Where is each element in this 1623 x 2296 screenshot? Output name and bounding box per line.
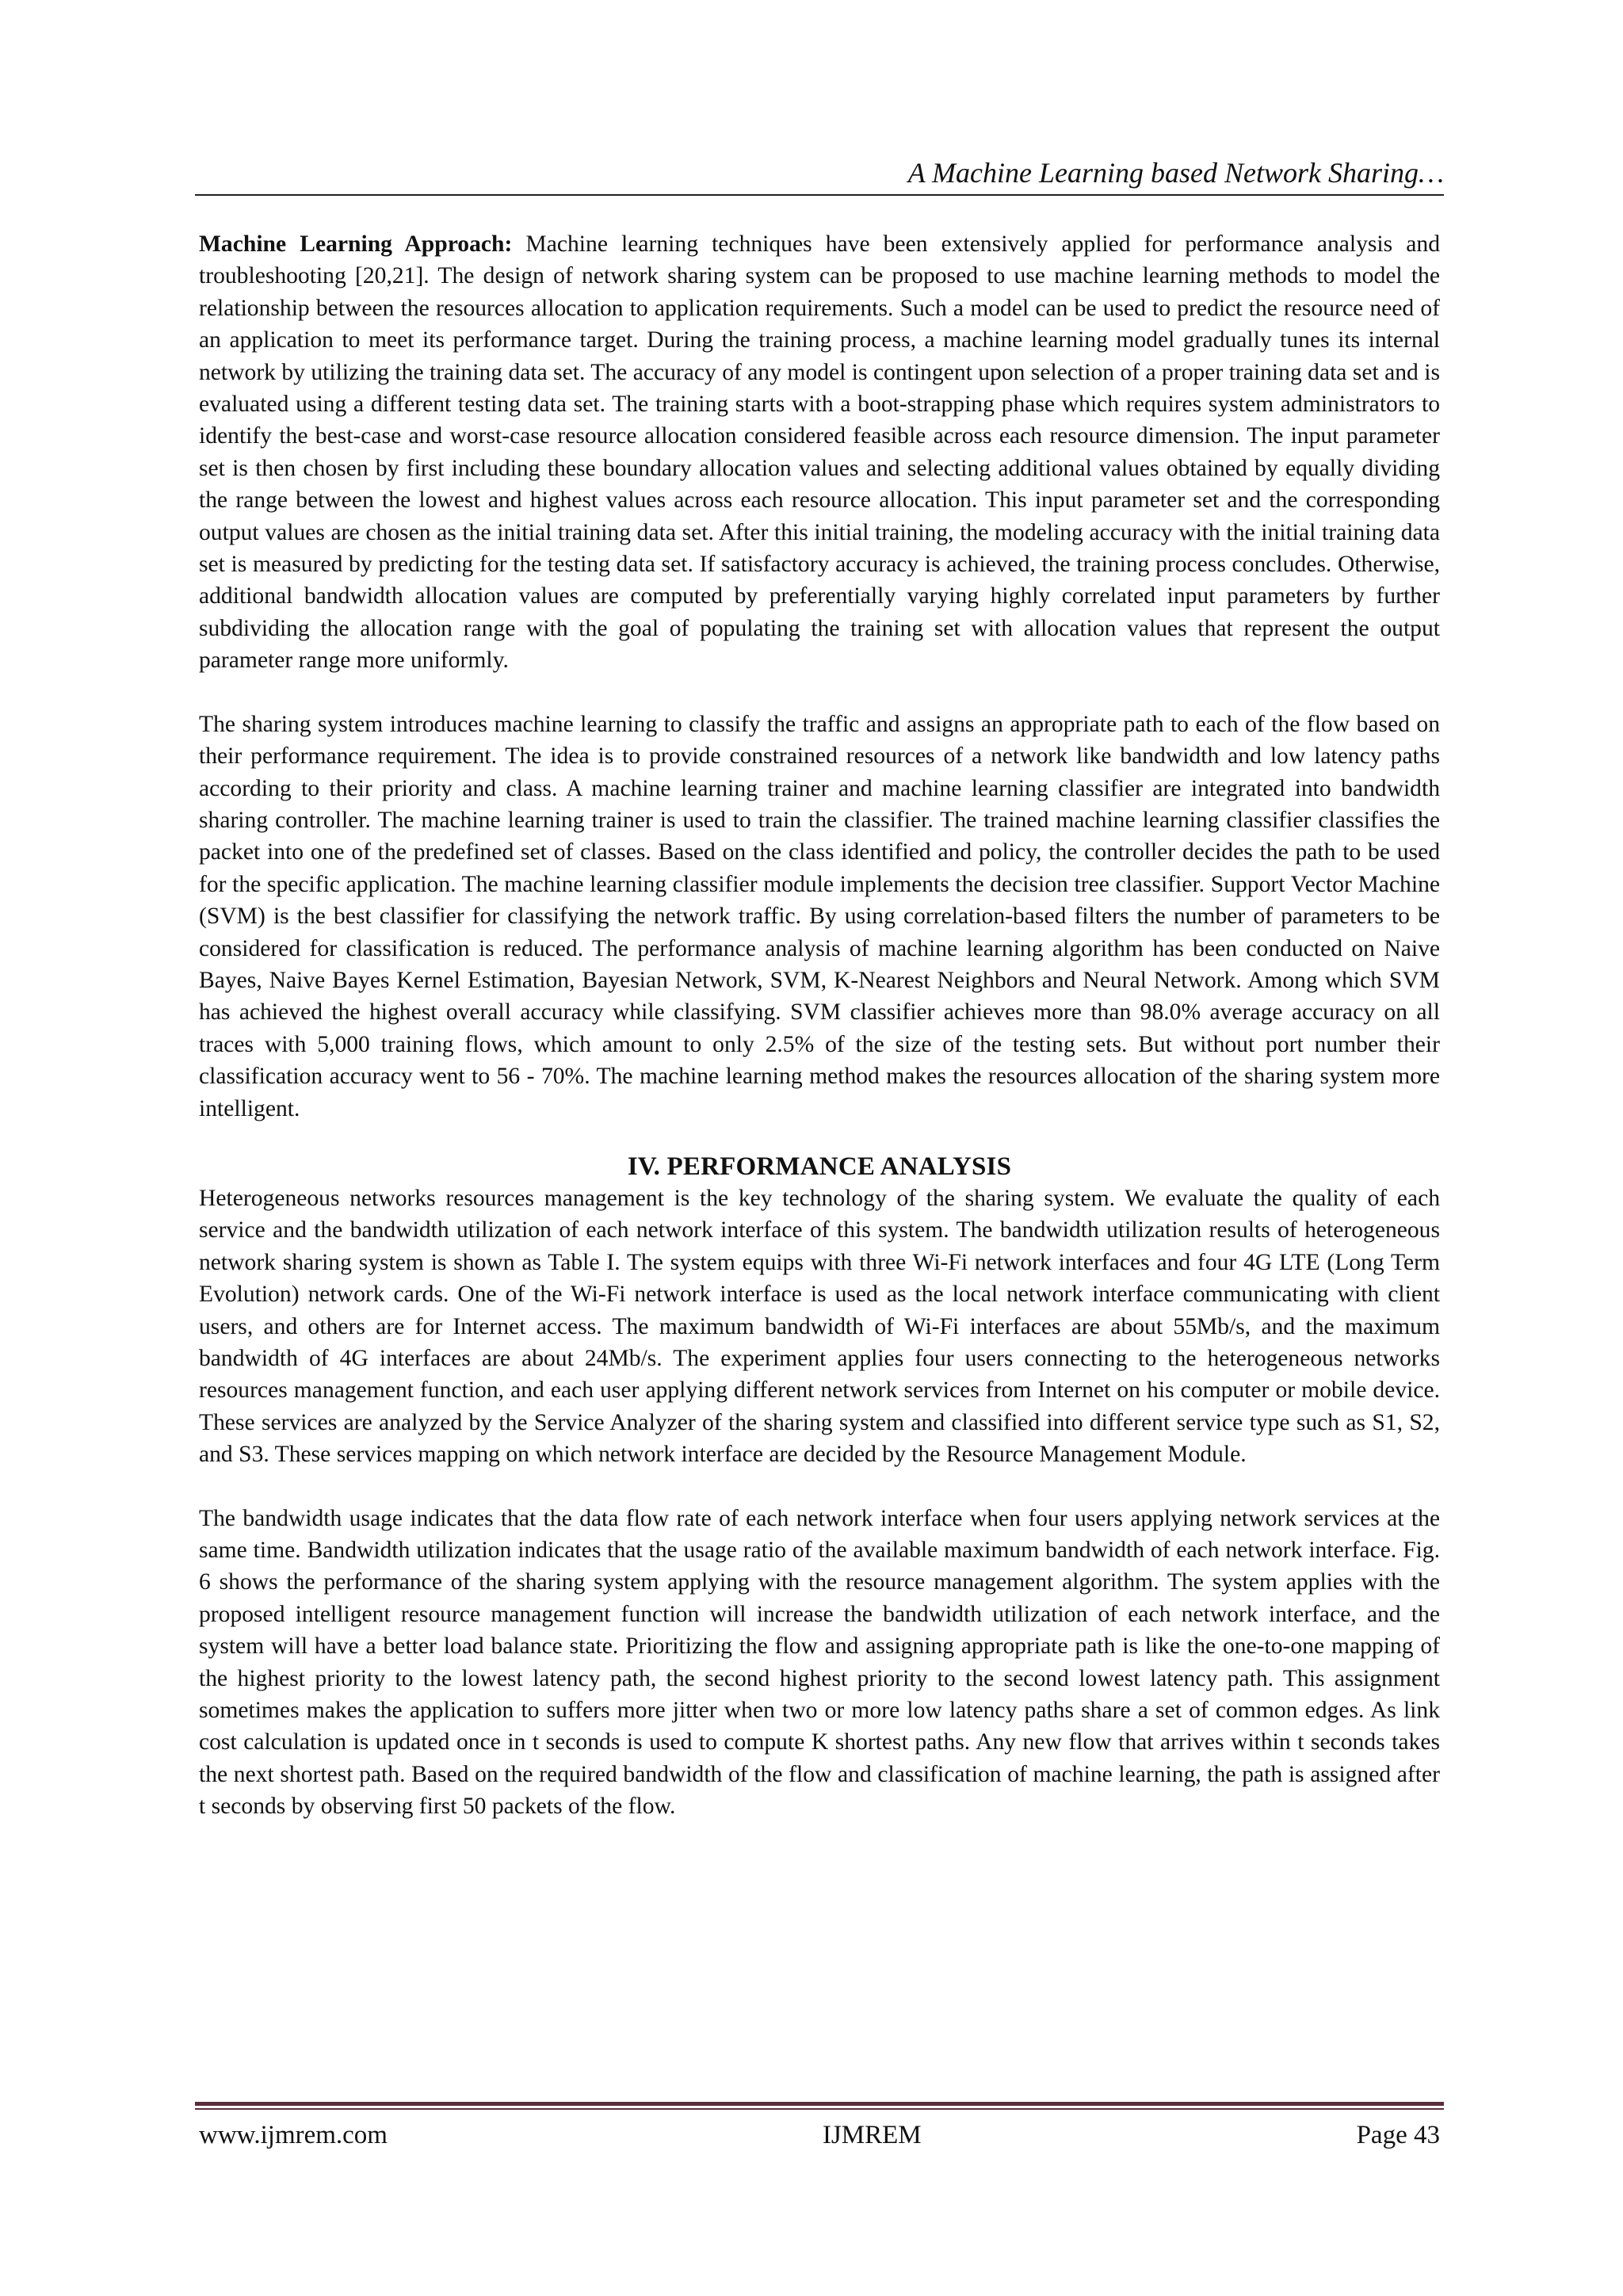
footer-page-number: Page 43 xyxy=(1356,2121,1440,2149)
paragraph-heterogeneous: Heterogeneous networks resources management is the key technology of the sharing system. We evaluate the quality of each service and the bandwidth utilization of each network interface of this system. The bandwidth utilization results of heterogeneous network sharing system is shown as Table I. The system equips with three Wi-Fi network interfaces and four 4G LTE (Long Term Evolution) network cards. One of the Wi-Fi network interface is used as the local network interface communicating with client users, and others are for Internet access. The maximum bandwidth of Wi-Fi interfaces are about 55Mb/s, and the maximum bandwidth of 4G interfaces are about 24Mb/s. The experiment applies four users connecting to the heterogeneous networks resources management function, and each user applying different network services from Internet on his computer or mobile device. These services are analyzed by the Service Analyzer of the sharing system and classified into different service type such as S1, S2, and S3. These services mapping on which network interface are decided by the Resource Management Module. xyxy=(199,1185,1440,1468)
running-title: A Machine Learning based Network Sharing… xyxy=(907,157,1444,189)
paragraph-ml-approach xyxy=(199,228,1440,677)
paragraph-text: Machine learning techniques have been extensively applied for performance analysis and troubleshooting [20,21]. The design of network sharing system can be proposed to use machine learning methods to model the relationship between the resources allocation to application requirements. Such a model can be used to predict the resource need of an application to meet its performance target. During the training process, a machine learning model gradually tunes its internal network by utilizing the training data set. The accuracy of any model is contingent upon selection of a proper training data set and is evaluated using a different testing data set. The training starts with a boot-strapping phase which requires system administrators to identify the best-case and worst-case resource allocation considered feasible across each resource dimension. The input parameter set is then chosen by first including these boundary allocation values and selecting additional values obtained by equally dividing the range between the lowest and highest values across each resource allocation. This input parameter set and the corresponding output values are chosen as the initial training data set. After this initial training, the modeling accuracy with the initial training data set is measured by predicting for the testing data set. If satisfactory accuracy is achieved, the training process concludes. Otherwise, additional bandwidth allocation values are computed by preferentially varying highly correlated input parameters by further subdividing the allocation range with the goal of populating the training set with allocation values that represent the output parameter range more uniformly. xyxy=(199,231,1440,674)
main-text xyxy=(199,228,1440,1823)
footer-rule xyxy=(195,2102,1444,2106)
paragraph-bandwidth-usage: The bandwidth usage indicates that the data flow rate of each network interface when four users applying network services at the same time. Bandwidth utilization indicates that the usage ratio of the available maximum bandwidth of each network interface. Fig. 6 shows the performance of the sharing system applying with the resource management algorithm. The system applies with the proposed intelligent resource management function will increase the bandwidth utilization of each network interface, and the system will have a better load balance state. Prioritizing the flow and assigning appropriate path is like the one-to-one mapping of the highest priority to the lowest latency path, the second highest priority to the second lowest latency path. This assignment sometimes makes the application to suffers more jitter when two or more low latency paths share a set of common edges. As link cost calculation is updated once in t seconds is used to compute K shortest paths. Any new flow that arrives within t seconds takes the next shortest path. Based on the required bandwidth of the flow and classification of machine learning, the path is assigned after t seconds by observing first 50 packets of the flow. xyxy=(199,1505,1440,1820)
header-rule xyxy=(195,194,1444,196)
section-heading: IV. PERFORMANCE ANALYSIS xyxy=(627,1152,1012,1181)
footer xyxy=(199,2118,1440,2153)
paragraph-lead: Machine Learning Approach: xyxy=(199,231,513,257)
paragraph-sharing-system: The sharing system introduces machine learning to classify the traffic and assigns an appropriate path to each of the flow based on their performance requirement. The idea is to provide constrained resources of a network like bandwidth and low latency paths according to their priority and class. A machine learning trainer and machine learning classifier are integrated into bandwidth sharing controller. The machine learning trainer is used to train the classifier. The trained machine learning classifier classifies the packet into one of the predefined set of classes. Based on the class identified and policy, the controller decides the path to be used for the specific application. The machine learning classifier module implements the decision tree classifier. Support Vector Machine (SVM) is the best classifier for classifying the network traffic. By using correlation-based filters the number of parameters to be considered for classification is reduced. The performance analysis of machine learning algorithm has been conducted on Naive Bayes, Naive Bayes Kernel Estimation, Bayesian Network, SVM, K-Nearest Neighbors and Neural Network. Among which SVM has achieved the highest overall accuracy while classifying. SVM classifier achieves more than 98.0% average accuracy on all traces with 5,000 training flows, which amount to only 2.5% of the size of the testing sets. But without port number their classification accuracy went to 56 - 70%. The machine learning method makes the resources allocation of the sharing system more intelligent. xyxy=(199,711,1440,1121)
footer-website: www.ijmrem.com xyxy=(199,2121,388,2149)
footer-rule-thin xyxy=(195,2108,1444,2110)
footer-journal: IJMREM xyxy=(822,2121,922,2149)
